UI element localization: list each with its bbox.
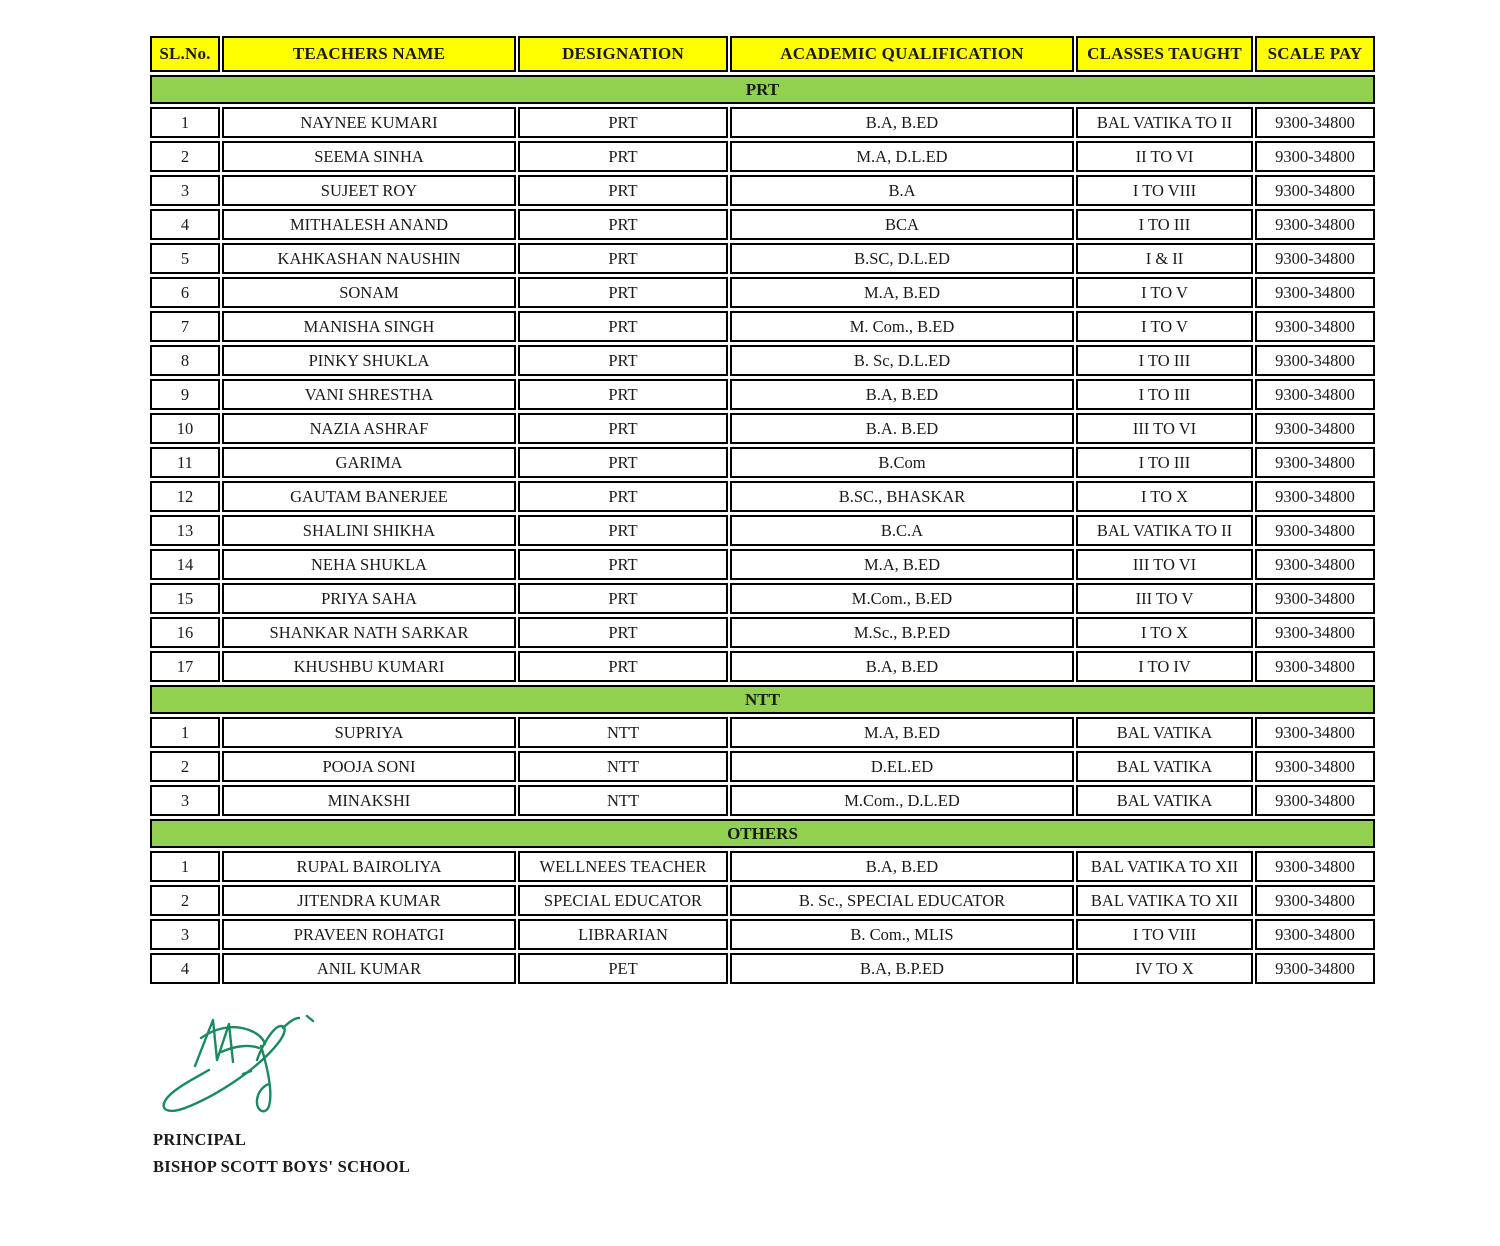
- cell-scale-pay: 9300-34800: [1255, 851, 1375, 882]
- cell-name: SHALINI SHIKHA: [222, 515, 516, 546]
- cell-classes: I TO V: [1076, 311, 1253, 342]
- cell-qualification: M. Com., B.ED: [730, 311, 1074, 342]
- cell-scale-pay: 9300-34800: [1255, 413, 1375, 444]
- cell-name: ANIL KUMAR: [222, 953, 516, 984]
- cell-classes: IV TO X: [1076, 953, 1253, 984]
- cell-designation: PET: [518, 953, 728, 984]
- cell-classes: BAL VATIKA TO II: [1076, 515, 1253, 546]
- cell-classes: BAL VATIKA: [1076, 717, 1253, 748]
- cell-classes: BAL VATIKA TO II: [1076, 107, 1253, 138]
- cell-designation: PRT: [518, 345, 728, 376]
- cell-scale-pay: 9300-34800: [1255, 751, 1375, 782]
- cell-name: VANI SHRESTHA: [222, 379, 516, 410]
- cell-qualification: M.A, B.ED: [730, 549, 1074, 580]
- cell-scale-pay: 9300-34800: [1255, 515, 1375, 546]
- cell-name: GARIMA: [222, 447, 516, 478]
- cell-scale-pay: 9300-34800: [1255, 583, 1375, 614]
- cell-classes: I TO III: [1076, 447, 1253, 478]
- cell-slno: 2: [150, 141, 220, 172]
- table-row: [150, 277, 1375, 308]
- cell-qualification: B.C.A: [730, 515, 1074, 546]
- cell-qualification: B.SC., BHASKAR: [730, 481, 1074, 512]
- cell-scale-pay: 9300-34800: [1255, 175, 1375, 206]
- table-row: [150, 481, 1375, 512]
- cell-designation: NTT: [518, 785, 728, 816]
- cell-classes: I TO VIII: [1076, 919, 1253, 950]
- cell-scale-pay: 9300-34800: [1255, 549, 1375, 580]
- cell-classes: BAL VATIKA: [1076, 785, 1253, 816]
- cell-classes: I & II: [1076, 243, 1253, 274]
- cell-name: RUPAL BAIROLIYA: [222, 851, 516, 882]
- cell-scale-pay: 9300-34800: [1255, 919, 1375, 950]
- cell-slno: 8: [150, 345, 220, 376]
- table-row: [150, 447, 1375, 478]
- cell-slno: 14: [150, 549, 220, 580]
- cell-name: NEHA SHUKLA: [222, 549, 516, 580]
- cell-scale-pay: 9300-34800: [1255, 107, 1375, 138]
- cell-qualification: B.Com: [730, 447, 1074, 478]
- cell-scale-pay: 9300-34800: [1255, 717, 1375, 748]
- cell-slno: 2: [150, 751, 220, 782]
- cell-name: PINKY SHUKLA: [222, 345, 516, 376]
- table-row: [150, 583, 1375, 614]
- cell-scale-pay: 9300-34800: [1255, 277, 1375, 308]
- cell-classes: BAL VATIKA: [1076, 751, 1253, 782]
- cell-qualification: B. Com., MLIS: [730, 919, 1074, 950]
- cell-scale-pay: 9300-34800: [1255, 379, 1375, 410]
- cell-scale-pay: 9300-34800: [1255, 447, 1375, 478]
- cell-designation: SPECIAL EDUCATOR: [518, 885, 728, 916]
- table-row: [150, 141, 1375, 172]
- cell-slno: 11: [150, 447, 220, 478]
- cell-designation: WELLNEES TEACHER: [518, 851, 728, 882]
- cell-name: SONAM: [222, 277, 516, 308]
- cell-qualification: B.A. B.ED: [730, 413, 1074, 444]
- cell-qualification: B.A, B.ED: [730, 379, 1074, 410]
- principal-label: PRINCIPAL: [153, 1130, 247, 1149]
- table-body: [150, 75, 1375, 984]
- cell-designation: PRT: [518, 515, 728, 546]
- table-row: [150, 617, 1375, 648]
- cell-scale-pay: 9300-34800: [1255, 209, 1375, 240]
- cell-qualification: BCA: [730, 209, 1074, 240]
- cell-qualification: M.Com., D.L.ED: [730, 785, 1074, 816]
- cell-classes: III TO VI: [1076, 413, 1253, 444]
- cell-designation: PRT: [518, 617, 728, 648]
- cell-slno: 2: [150, 885, 220, 916]
- cell-classes: BAL VATIKA TO XII: [1076, 851, 1253, 882]
- cell-scale-pay: 9300-34800: [1255, 617, 1375, 648]
- cell-classes: I TO V: [1076, 277, 1253, 308]
- cell-name: KHUSHBU KUMARI: [222, 651, 516, 682]
- cell-qualification: M.A, B.ED: [730, 277, 1074, 308]
- section-header-prt: PRT: [150, 75, 1375, 104]
- cell-scale-pay: 9300-34800: [1255, 481, 1375, 512]
- cell-slno: 10: [150, 413, 220, 444]
- cell-scale-pay: 9300-34800: [1255, 141, 1375, 172]
- cell-qualification: M.Com., B.ED: [730, 583, 1074, 614]
- cell-slno: 12: [150, 481, 220, 512]
- cell-qualification: D.EL.ED: [730, 751, 1074, 782]
- column-header-classes: CLASSES TAUGHT: [1076, 36, 1253, 72]
- table-row: [150, 345, 1375, 376]
- cell-qualification: B. Sc., SPECIAL EDUCATOR: [730, 885, 1074, 916]
- table-row: [150, 885, 1375, 916]
- school-name: BISHOP SCOTT BOYS' SCHOOL: [153, 1157, 411, 1176]
- cell-designation: PRT: [518, 583, 728, 614]
- cell-slno: 3: [150, 919, 220, 950]
- cell-scale-pay: 9300-34800: [1255, 311, 1375, 342]
- table-row: [150, 785, 1375, 816]
- table-row: [150, 651, 1375, 682]
- cell-classes: I TO X: [1076, 617, 1253, 648]
- column-header-designation: DESIGNATION: [518, 36, 728, 72]
- cell-classes: III TO VI: [1076, 549, 1253, 580]
- cell-qualification: B.SC, D.L.ED: [730, 243, 1074, 274]
- cell-name: SEEMA SINHA: [222, 141, 516, 172]
- cell-slno: 1: [150, 717, 220, 748]
- cell-name: PRAVEEN ROHATGI: [222, 919, 516, 950]
- cell-designation: PRT: [518, 277, 728, 308]
- cell-slno: 1: [150, 107, 220, 138]
- cell-designation: PRT: [518, 651, 728, 682]
- section-header-others: OTHERS: [150, 819, 1375, 848]
- cell-qualification: B.A, B.P.ED: [730, 953, 1074, 984]
- cell-slno: 4: [150, 209, 220, 240]
- cell-slno: 4: [150, 953, 220, 984]
- cell-slno: 15: [150, 583, 220, 614]
- cell-name: SHANKAR NATH SARKAR: [222, 617, 516, 648]
- table-row: [150, 515, 1375, 546]
- cell-qualification: B.A: [730, 175, 1074, 206]
- table-row: [150, 107, 1375, 138]
- cell-designation: NTT: [518, 717, 728, 748]
- cell-slno: 16: [150, 617, 220, 648]
- cell-name: JITENDRA KUMAR: [222, 885, 516, 916]
- table-row: [150, 413, 1375, 444]
- cell-designation: PRT: [518, 209, 728, 240]
- column-header-qualification: ACADEMIC QUALIFICATION: [730, 36, 1074, 72]
- section-row-ntt: [150, 685, 1375, 714]
- cell-name: GAUTAM BANERJEE: [222, 481, 516, 512]
- table-row: [150, 175, 1375, 206]
- cell-slno: 1: [150, 851, 220, 882]
- cell-qualification: M.Sc., B.P.ED: [730, 617, 1074, 648]
- cell-name: PRIYA SAHA: [222, 583, 516, 614]
- cell-name: NAZIA ASHRAF: [222, 413, 516, 444]
- cell-slno: 17: [150, 651, 220, 682]
- teachers-table: [148, 33, 1377, 987]
- cell-scale-pay: 9300-34800: [1255, 953, 1375, 984]
- cell-name: MANISHA SINGH: [222, 311, 516, 342]
- cell-name: MITHALESH ANAND: [222, 209, 516, 240]
- cell-designation: PRT: [518, 107, 728, 138]
- cell-name: POOJA SONI: [222, 751, 516, 782]
- cell-scale-pay: 9300-34800: [1255, 345, 1375, 376]
- column-header-slno: SL.No.: [150, 36, 220, 72]
- cell-scale-pay: 9300-34800: [1255, 651, 1375, 682]
- cell-slno: 9: [150, 379, 220, 410]
- table-header-row: [150, 36, 1375, 72]
- cell-qualification: B.A, B.ED: [730, 107, 1074, 138]
- cell-designation: PRT: [518, 413, 728, 444]
- table-row: [150, 379, 1375, 410]
- cell-classes: I TO III: [1076, 345, 1253, 376]
- cell-designation: PRT: [518, 481, 728, 512]
- cell-name: MINAKSHI: [222, 785, 516, 816]
- cell-classes: III TO V: [1076, 583, 1253, 614]
- cell-classes: II TO VI: [1076, 141, 1253, 172]
- cell-qualification: M.A, B.ED: [730, 717, 1074, 748]
- footer-signoff: [153, 1126, 410, 1180]
- cell-qualification: B.A, B.ED: [730, 851, 1074, 882]
- cell-name: SUPRIYA: [222, 717, 516, 748]
- cell-slno: 6: [150, 277, 220, 308]
- cell-name: NAYNEE KUMARI: [222, 107, 516, 138]
- table-row: [150, 717, 1375, 748]
- cell-slno: 13: [150, 515, 220, 546]
- cell-designation: LIBRARIAN: [518, 919, 728, 950]
- cell-designation: PRT: [518, 549, 728, 580]
- table-row: [150, 751, 1375, 782]
- principal-signature-icon: [157, 1008, 322, 1123]
- column-header-scale-pay: SCALE PAY: [1255, 36, 1375, 72]
- cell-slno: 5: [150, 243, 220, 274]
- table-row: [150, 209, 1375, 240]
- cell-classes: I TO IV: [1076, 651, 1253, 682]
- cell-designation: PRT: [518, 175, 728, 206]
- table-row: [150, 851, 1375, 882]
- cell-designation: NTT: [518, 751, 728, 782]
- cell-designation: PRT: [518, 311, 728, 342]
- cell-scale-pay: 9300-34800: [1255, 785, 1375, 816]
- cell-designation: PRT: [518, 243, 728, 274]
- cell-designation: PRT: [518, 447, 728, 478]
- cell-qualification: M.A, D.L.ED: [730, 141, 1074, 172]
- cell-name: SUJEET ROY: [222, 175, 516, 206]
- table-row: [150, 311, 1375, 342]
- section-row-prt: [150, 75, 1375, 104]
- table-row: [150, 919, 1375, 950]
- cell-slno: 7: [150, 311, 220, 342]
- section-header-ntt: NTT: [150, 685, 1375, 714]
- cell-classes: I TO VIII: [1076, 175, 1253, 206]
- table-row: [150, 953, 1375, 984]
- cell-qualification: B.A, B.ED: [730, 651, 1074, 682]
- table-row: [150, 243, 1375, 274]
- cell-classes: BAL VATIKA TO XII: [1076, 885, 1253, 916]
- cell-designation: PRT: [518, 141, 728, 172]
- table-row: [150, 549, 1375, 580]
- column-header-name: TEACHERS NAME: [222, 36, 516, 72]
- cell-qualification: B. Sc, D.L.ED: [730, 345, 1074, 376]
- cell-scale-pay: 9300-34800: [1255, 243, 1375, 274]
- cell-slno: 3: [150, 175, 220, 206]
- cell-classes: I TO III: [1076, 209, 1253, 240]
- section-row-others: [150, 819, 1375, 848]
- cell-classes: I TO X: [1076, 481, 1253, 512]
- cell-scale-pay: 9300-34800: [1255, 885, 1375, 916]
- cell-classes: I TO III: [1076, 379, 1253, 410]
- cell-name: KAHKASHAN NAUSHIN: [222, 243, 516, 274]
- cell-designation: PRT: [518, 379, 728, 410]
- cell-slno: 3: [150, 785, 220, 816]
